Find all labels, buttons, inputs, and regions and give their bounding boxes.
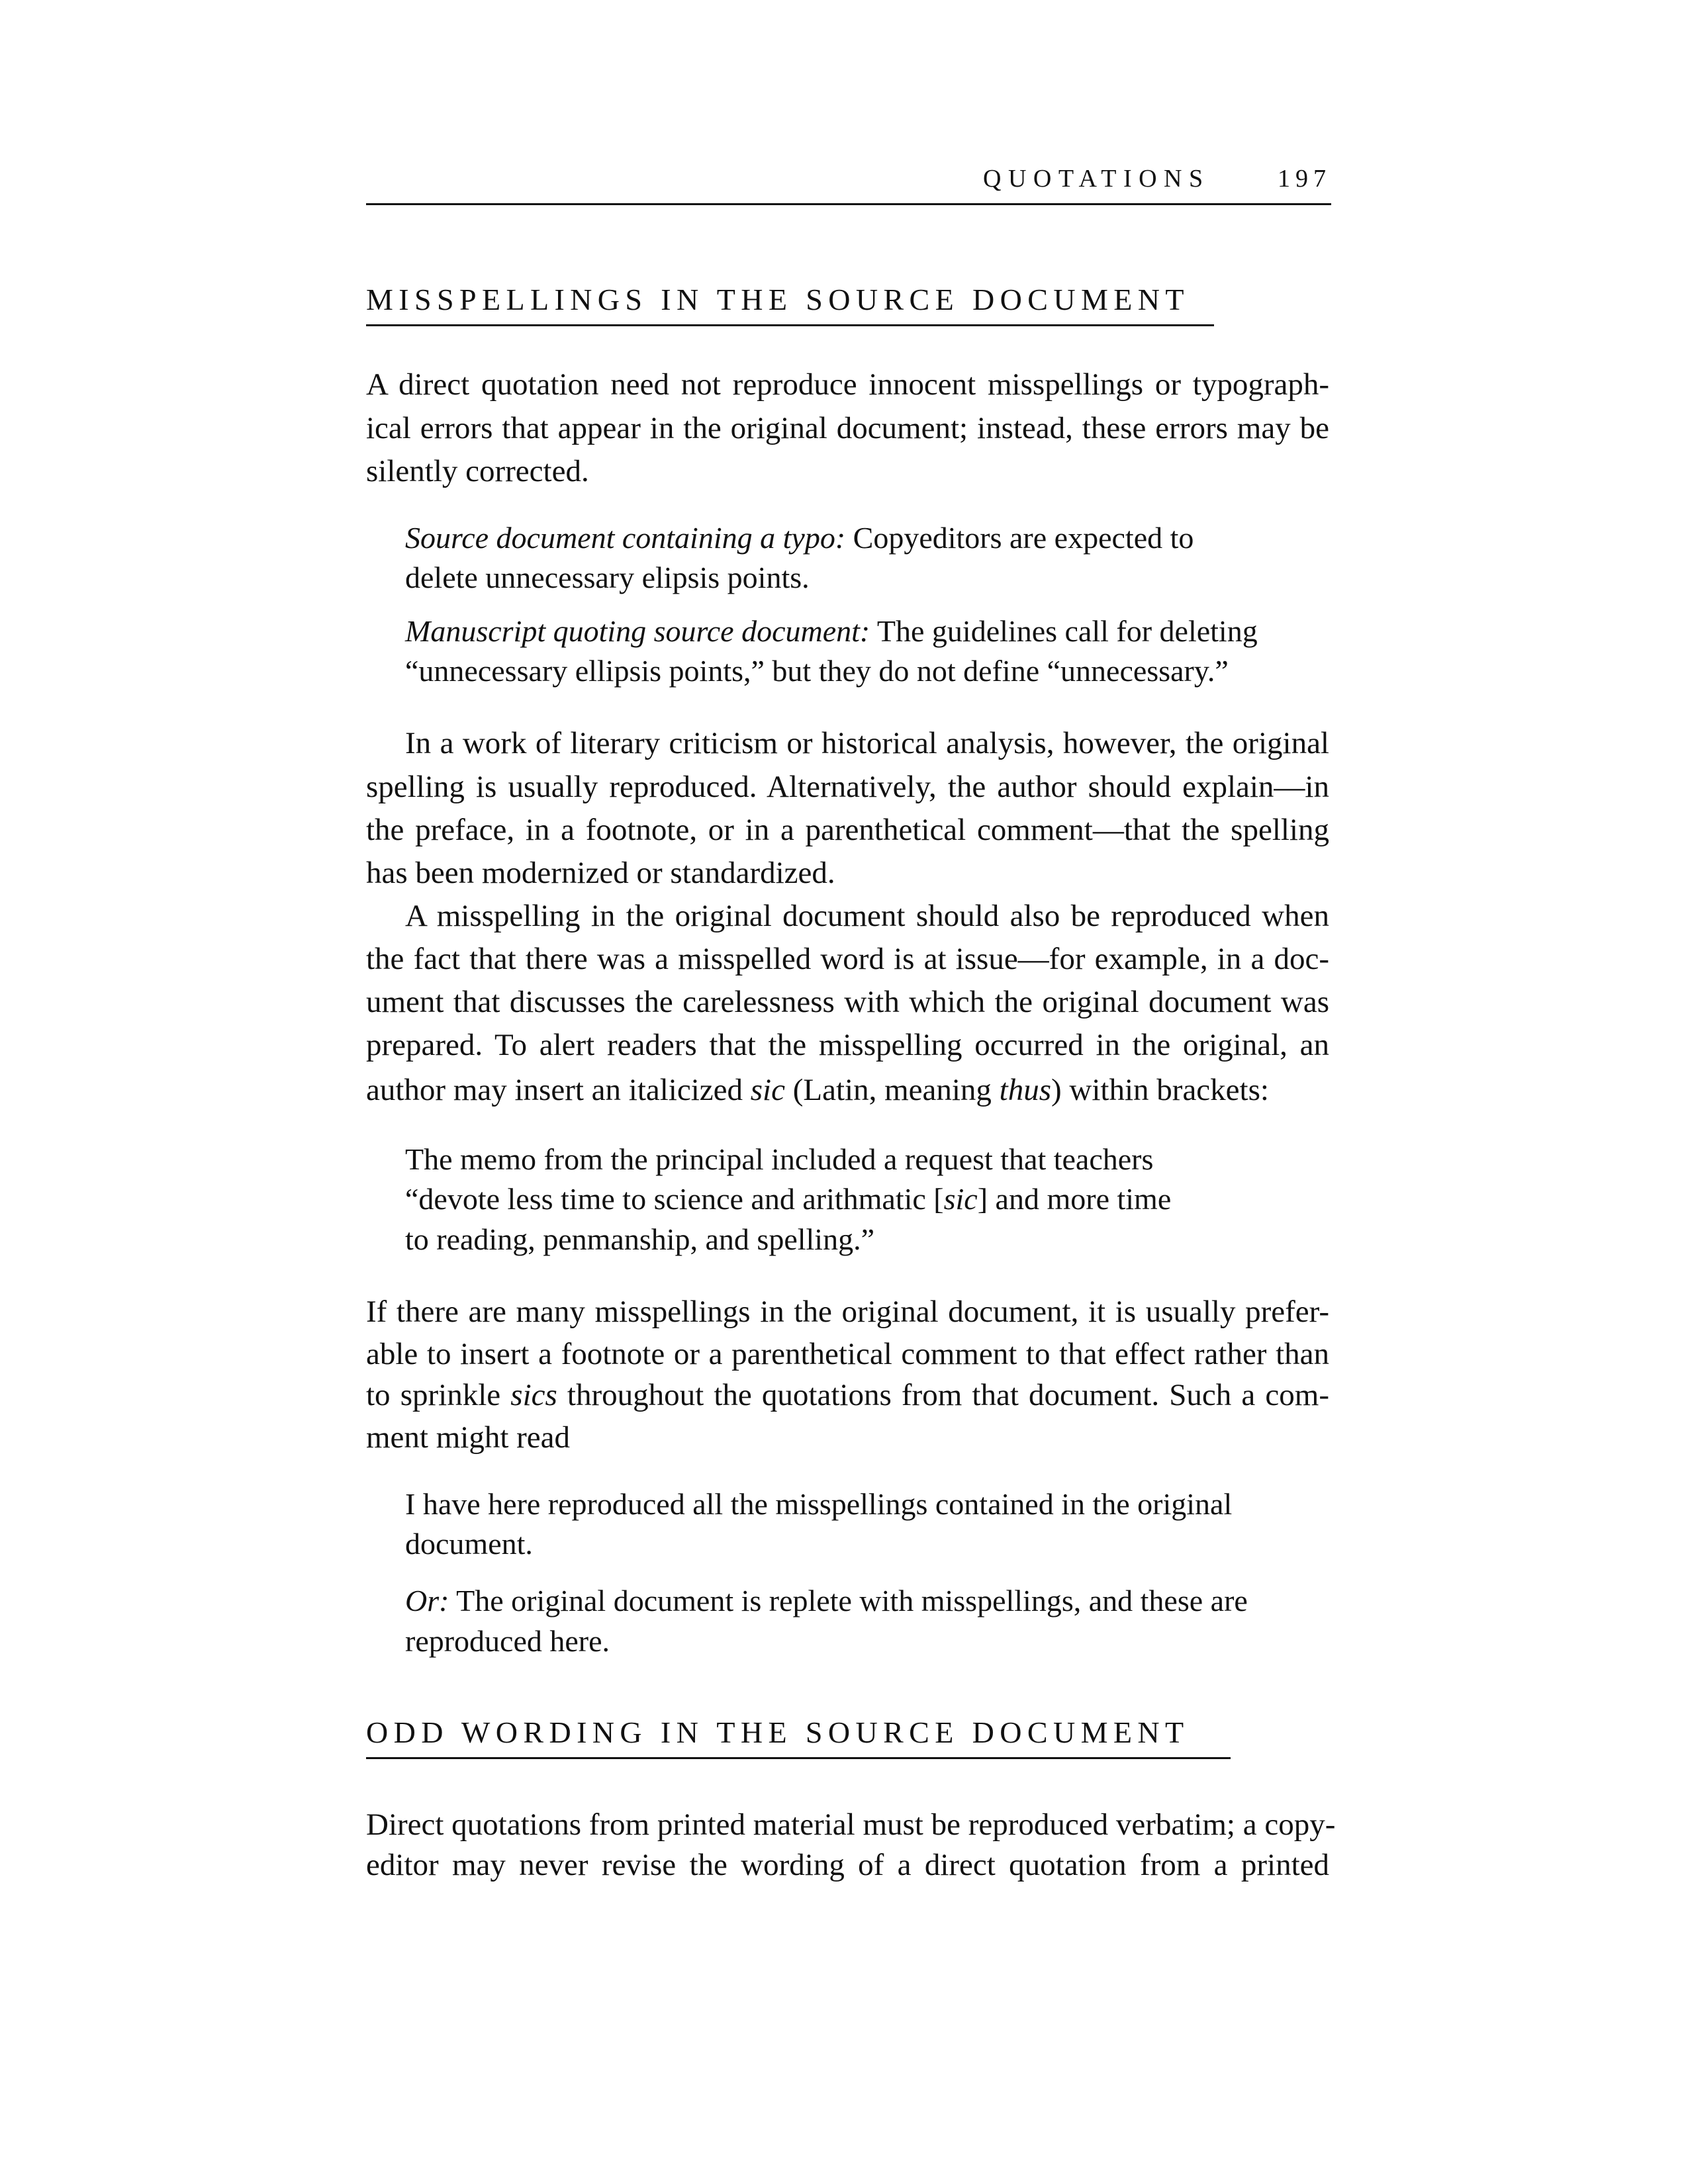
paragraph-line: to sprinkle sics throughout the quotations from that document. Such a com- xyxy=(366,1378,1329,1412)
paragraph-line: Direct quotations from printed material must be reproduced verbatim; a copy- xyxy=(366,1807,1336,1842)
paragraph-line: A misspelling in the original document should also be reproduced when xyxy=(405,899,1329,933)
page-number: 197 xyxy=(1278,165,1331,193)
extract-label: Source document containing a typo: xyxy=(405,521,846,555)
paragraph-line: ical errors that appear in the original document; instead, these errors may be xyxy=(366,411,1329,445)
paragraph-line: the fact that there was a misspelled word is at issue—for example, in a doc- xyxy=(366,942,1329,976)
paragraph-line: the preface, in a footnote, or in a parenthetical comment—that the spelling xyxy=(366,813,1329,847)
extract-line: “devote less time to science and arithmatic [sic] and more time xyxy=(405,1182,1172,1216)
extract-line: I have here reproduced all the misspellings contained in the original xyxy=(405,1487,1233,1521)
extract-line: Source document containing a typo: Copyeditors are expected to xyxy=(405,521,1194,555)
paragraph-line: spelling is usually reproduced. Alternatively, the author should explain—in xyxy=(366,770,1329,804)
section-heading-odd-wording: ODD WORDING IN THE SOURCE DOCUMENT xyxy=(366,1715,1190,1749)
paragraph-line: silently corrected. xyxy=(366,454,589,488)
running-head-rule xyxy=(366,203,1331,205)
extract-line: to reading, penmanship, and spelling.” xyxy=(405,1222,875,1256)
paragraph-line: author may insert an italicized sic (Latin, meaning thus) within brackets: xyxy=(366,1073,1269,1107)
paragraph-line: has been modernized or standardized. xyxy=(366,856,835,890)
section-heading-rule xyxy=(366,324,1214,326)
extract-line: delete unnecessary elipsis points. xyxy=(405,561,810,594)
extract-label: Or: xyxy=(405,1584,449,1617)
paragraph-line: A direct quotation need not reproduce innocent misspellings or typograph- xyxy=(366,367,1329,402)
extract-line: reproduced here. xyxy=(405,1624,610,1658)
paragraph-line: If there are many misspellings in the original document, it is usually prefer- xyxy=(366,1295,1329,1329)
paragraph-line: prepared. To alert readers that the misspelling occurred in the original, an xyxy=(366,1028,1329,1062)
paragraph-line: In a work of literary criticism or historical analysis, however, the original xyxy=(405,726,1329,760)
running-head xyxy=(366,159,1331,199)
extract-line: document. xyxy=(405,1527,533,1561)
extract-line: Manuscript quoting source document: The guidelines call for deleting xyxy=(405,614,1258,648)
section-heading-rule xyxy=(366,1757,1231,1759)
extract-line: Or: The original document is replete with misspellings, and these are xyxy=(405,1584,1248,1617)
extract-line: “unnecessary ellipsis points,” but they do not define “unnecessary.” xyxy=(405,654,1229,688)
paragraph-line: ment might read xyxy=(366,1420,571,1455)
extract-label: Manuscript quoting source document: xyxy=(405,614,870,648)
paragraph-line: able to insert a footnote or a parenthetical comment to that effect rather than xyxy=(366,1337,1329,1371)
paragraph-line: ument that discusses the carelessness with which the original document was xyxy=(366,985,1329,1019)
section-heading-misspellings: MISSPELLINGS IN THE SOURCE DOCUMENT xyxy=(366,283,1190,316)
running-head-title: QUOTATIONS xyxy=(983,165,1210,193)
extract-line: The memo from the principal included a request that teachers xyxy=(405,1142,1154,1176)
paragraph-line: editor may never revise the wording of a direct quotation from a printed xyxy=(366,1848,1329,1882)
